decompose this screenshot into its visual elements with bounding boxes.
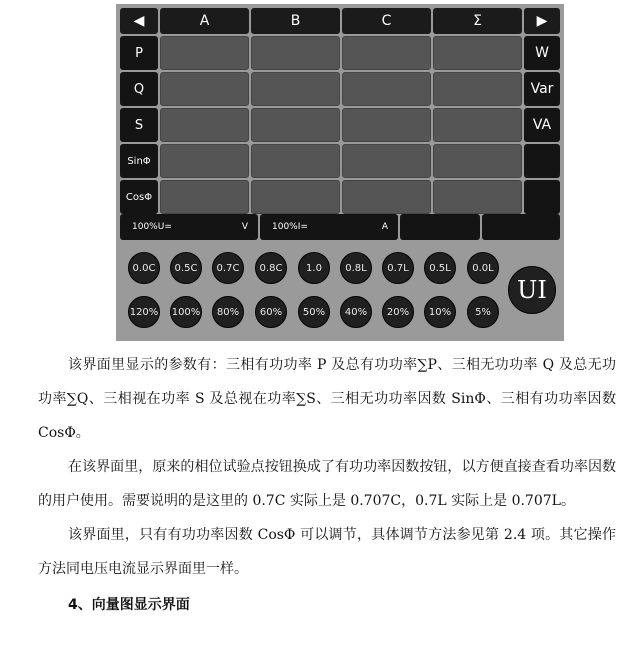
unit-label-w: W	[524, 36, 560, 70]
paragraph-pf-buttons: 在该界面里，原来的相位试验点按钮换成了有功功率因数按钮，以方便直接查看功率因数的用户使用。需要说明的是这里的 0.7C 实际上是 0.707C，0.7L 实际上是 0.707L。	[38, 459, 616, 509]
value-cell-q-c	[342, 72, 431, 106]
current-setting-field[interactable]	[260, 214, 398, 240]
column-header-b: B	[251, 8, 340, 34]
section-heading: 4、向量图显示界面	[68, 597, 190, 613]
voltage-label: 100%U=	[132, 222, 172, 232]
column-header-a: A	[160, 8, 249, 34]
pf-button-0-8c[interactable]: 0.8C	[255, 252, 287, 284]
pct-button-100[interactable]: 100%	[170, 296, 202, 328]
voltage-unit: V	[241, 222, 248, 232]
pf-button-0-5c[interactable]: 0.5C	[170, 252, 202, 284]
column-header-c: C	[342, 8, 431, 34]
pct-button-40[interactable]: 40%	[340, 296, 372, 328]
value-cell-sin-sum	[433, 144, 522, 178]
value-cell-cos-sum	[433, 180, 522, 214]
device-screen	[116, 4, 564, 341]
value-cell-p-a	[160, 36, 249, 70]
pct-button-120[interactable]: 120%	[128, 296, 160, 328]
value-cell-s-a	[160, 108, 249, 142]
info-field-blank-2	[482, 214, 560, 240]
unit-label-var: Var	[524, 72, 560, 106]
pf-button-0-0l[interactable]: 0.0L	[467, 252, 499, 284]
unit-label-empty-1	[524, 144, 560, 178]
current-unit: A	[381, 222, 388, 232]
pf-button-0-5l[interactable]: 0.5L	[424, 252, 456, 284]
row-label-p: P	[120, 36, 158, 70]
paragraph-parameters: 该界面里显示的参数有：三相有功功率 P 及总有功功率∑P、三相无功功率 Q 及总无功功率∑Q、三相视在功率 S 及总视在功率∑S、三相无功功率因数 SinΦ、三相有功功率因数 CosΦ。	[38, 357, 616, 441]
value-cell-sin-b	[251, 144, 340, 178]
pct-button-60[interactable]: 60%	[255, 296, 287, 328]
nav-right-button[interactable]: ▶	[524, 8, 560, 34]
value-cell-cos-b	[251, 180, 340, 214]
pf-button-0-7c[interactable]: 0.7C	[212, 252, 244, 284]
info-field-blank-1	[400, 214, 480, 240]
unit-label-va: VA	[524, 108, 560, 142]
pf-button-1-0[interactable]: 1.0	[298, 252, 330, 284]
row-label-sinphi: SinΦ	[120, 144, 158, 178]
pf-button-0-0c[interactable]: 0.0C	[128, 252, 160, 284]
voltage-setting-field[interactable]	[120, 214, 258, 240]
pf-button-0-7l[interactable]: 0.7L	[382, 252, 414, 284]
value-cell-q-b	[251, 72, 340, 106]
row-label-s: S	[120, 108, 158, 142]
value-cell-p-c	[342, 36, 431, 70]
ui-display-button[interactable]: UI	[508, 266, 556, 314]
nav-left-button[interactable]: ◀	[120, 8, 158, 34]
value-cell-cos-c	[342, 180, 431, 214]
pct-button-10[interactable]: 10%	[424, 296, 456, 328]
value-cell-cos-a	[160, 180, 249, 214]
column-header-sum: Σ	[433, 8, 522, 34]
pct-button-5[interactable]: 5%	[467, 296, 499, 328]
value-cell-s-c	[342, 108, 431, 142]
pct-button-50[interactable]: 50%	[298, 296, 330, 328]
value-cell-sin-a	[160, 144, 249, 178]
unit-label-empty-2	[524, 180, 560, 214]
document-text	[38, 348, 616, 622]
value-cell-p-b	[251, 36, 340, 70]
value-cell-q-a	[160, 72, 249, 106]
value-cell-q-sum	[433, 72, 522, 106]
value-cell-s-sum	[433, 108, 522, 142]
pct-button-80[interactable]: 80%	[212, 296, 244, 328]
value-cell-s-b	[251, 108, 340, 142]
value-cell-sin-c	[342, 144, 431, 178]
pf-button-0-8l[interactable]: 0.8L	[340, 252, 372, 284]
current-label: 100%I=	[272, 222, 308, 232]
paragraph-adjustment: 该界面里，只有有功功率因数 CosΦ 可以调节，具体调节方法参见第 2.4 项。其它操作方法同电压电流显示界面里一样。	[38, 527, 616, 577]
pct-button-20[interactable]: 20%	[382, 296, 414, 328]
row-label-cosphi: CosΦ	[120, 180, 158, 214]
row-label-q: Q	[120, 72, 158, 106]
value-cell-p-sum	[433, 36, 522, 70]
